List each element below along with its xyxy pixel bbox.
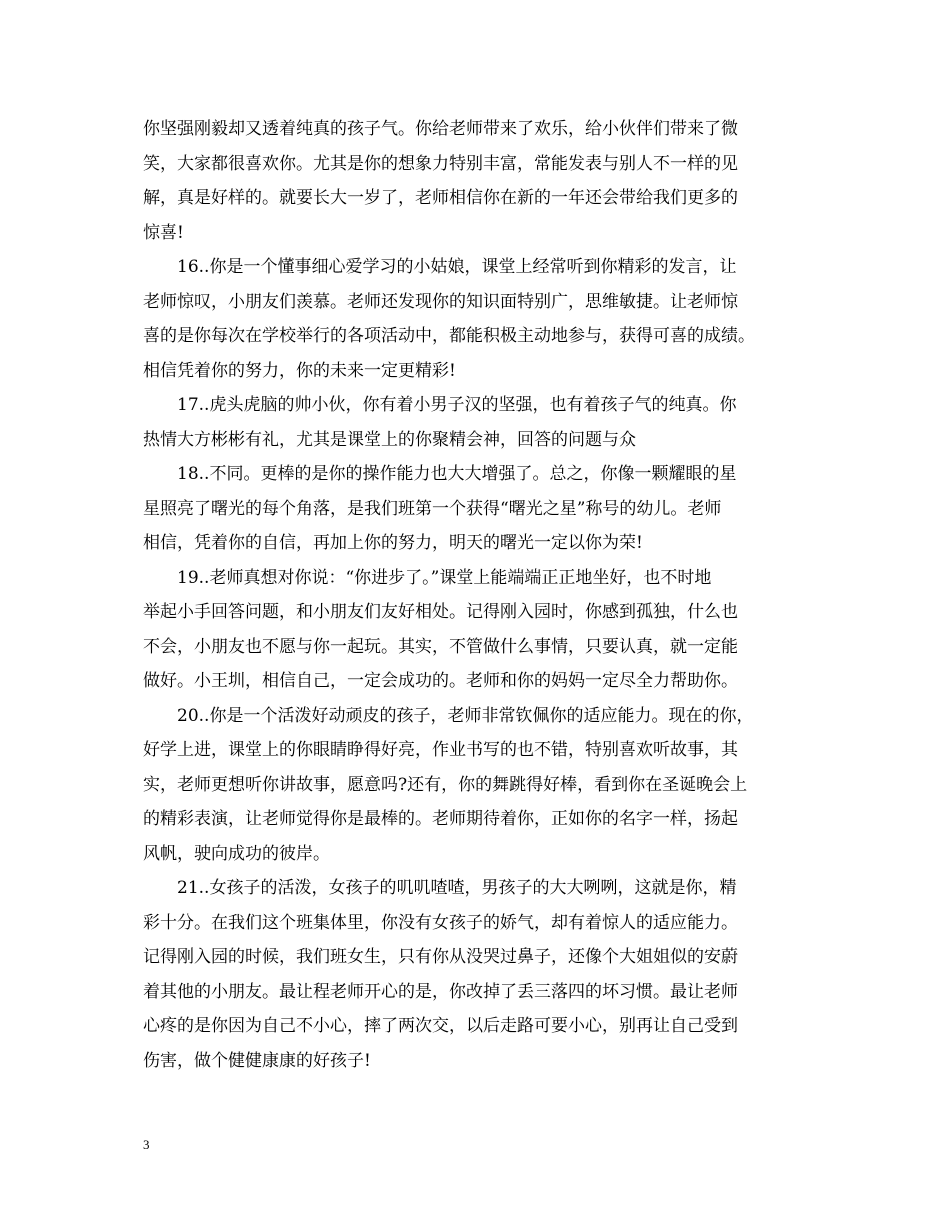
text-line: 相信，凭着你的自信，再加上你的努力，明天的曙光一定以你为荣! [143, 533, 643, 553]
text-line: 不会，小朋友也不愿与你一起玩。其实，不管做什么事情，只要认真，就一定能 [143, 636, 738, 657]
text-line: 21..女孩子的活泼，女孩子的叽叽喳喳，男孩子的大大咧咧，这就是你，精 [177, 878, 737, 898]
text-line: 20..你是一个活泼好动顽皮的孩子，老师非常钦佩你的适应能力。现在的你， [177, 705, 754, 726]
text-line: 老师惊叹，小朋友们羡慕。老师还发现你的知识面特别广，思维敏捷。让老师惊 [143, 291, 738, 312]
text-line: 做好。小王圳，相信自己，一定会成功的。老师和你的妈妈一定尽全力帮助你。 [143, 671, 738, 691]
text-line: 心疼的是你因为自己不小心，摔了两次交，以后走路可要小心，别再让自己受到 [143, 1016, 738, 1036]
text-line: 记得刚入园的时候，我们班女生，只有你从没哭过鼻子，还像个大姐姐似的安蔚 [143, 947, 738, 967]
paragraph [143, 699, 815, 872]
text-line: 着其他的小朋友。最让程老师开心的是，你改掉了丢三落四的坏习惯。最让老师 [143, 981, 738, 1002]
paragraph [143, 871, 815, 1078]
text-line: 19..老师真想对你说：“你进步了。”课堂上能端端正正地坐好，也不时地 [177, 567, 712, 588]
paragraph [143, 112, 815, 250]
text-line: 你坚强刚毅却又透着纯真的孩子气。你给老师带来了欢乐，给小伙伴们带来了微 [143, 119, 738, 139]
text-line: 惊喜! [143, 222, 184, 243]
text-line: 实，老师更想听你讲故事，愿意吗?还有，你的舞跳得好棒，看到你在圣诞晚会上 [143, 774, 748, 795]
text-line: 举起小手回答问题，和小朋友们友好相处。记得刚入园时，你感到孤独，什么也 [143, 602, 738, 622]
body-text [143, 112, 815, 1078]
text-line: 彩十分。在我们这个班集体里，你没有女孩子的娇气，却有着惊人的适应能力。 [143, 912, 738, 933]
text-line: 17..虎头虎脑的帅小伙，你有着小男子汉的坚强，也有着孩子气的纯真。你 [177, 395, 737, 415]
text-line: 解，真是好样的。就要长大一岁了，老师相信你在新的一年还会带给我们更多的 [143, 188, 738, 208]
text-line: 好学上进，课堂上的你眼睛睁得好亮，作业书写的也不错，特别喜欢听故事，其 [143, 740, 738, 760]
paragraph [143, 250, 815, 388]
text-line: 相信凭着你的努力，你的未来一定更精彩! [143, 360, 456, 381]
text-line: 热情大方彬彬有礼，尤其是课堂上的你聚精会神，回答的问题与众 [143, 429, 636, 450]
text-line: 风帆，驶向成功的彼岸。 [143, 843, 330, 864]
text-line: 18..不同。更棒的是你的操作能力也大大增强了。总之，你像一颗耀眼的星 [177, 464, 737, 484]
text-line: 笑，大家都很喜欢你。尤其是你的想象力特别丰富，常能发表与别人不一样的见 [143, 153, 738, 174]
text-line: 伤害，做个健健康康的好孩子! [143, 1050, 371, 1071]
text-line: 星照亮了曙光的每个角落，是我们班第一个获得“曙光之星”称号的幼儿。老师 [143, 498, 722, 519]
paragraph [143, 388, 815, 457]
text-line: 的精彩表演，让老师觉得你是最棒的。老师期待着你，正如你的名字一样，扬起 [143, 809, 738, 829]
text-line: 喜的是你每次在学校举行的各项活动中，都能积极主动地参与，获得可喜的成绩。 [143, 326, 755, 346]
page-number: 3 [143, 1137, 150, 1152]
paragraph [143, 561, 815, 699]
text-line: 16..你是一个懂事细心爱学习的小姑娘，课堂上经常听到你精彩的发言，让 [177, 257, 737, 277]
paragraph [143, 457, 815, 561]
